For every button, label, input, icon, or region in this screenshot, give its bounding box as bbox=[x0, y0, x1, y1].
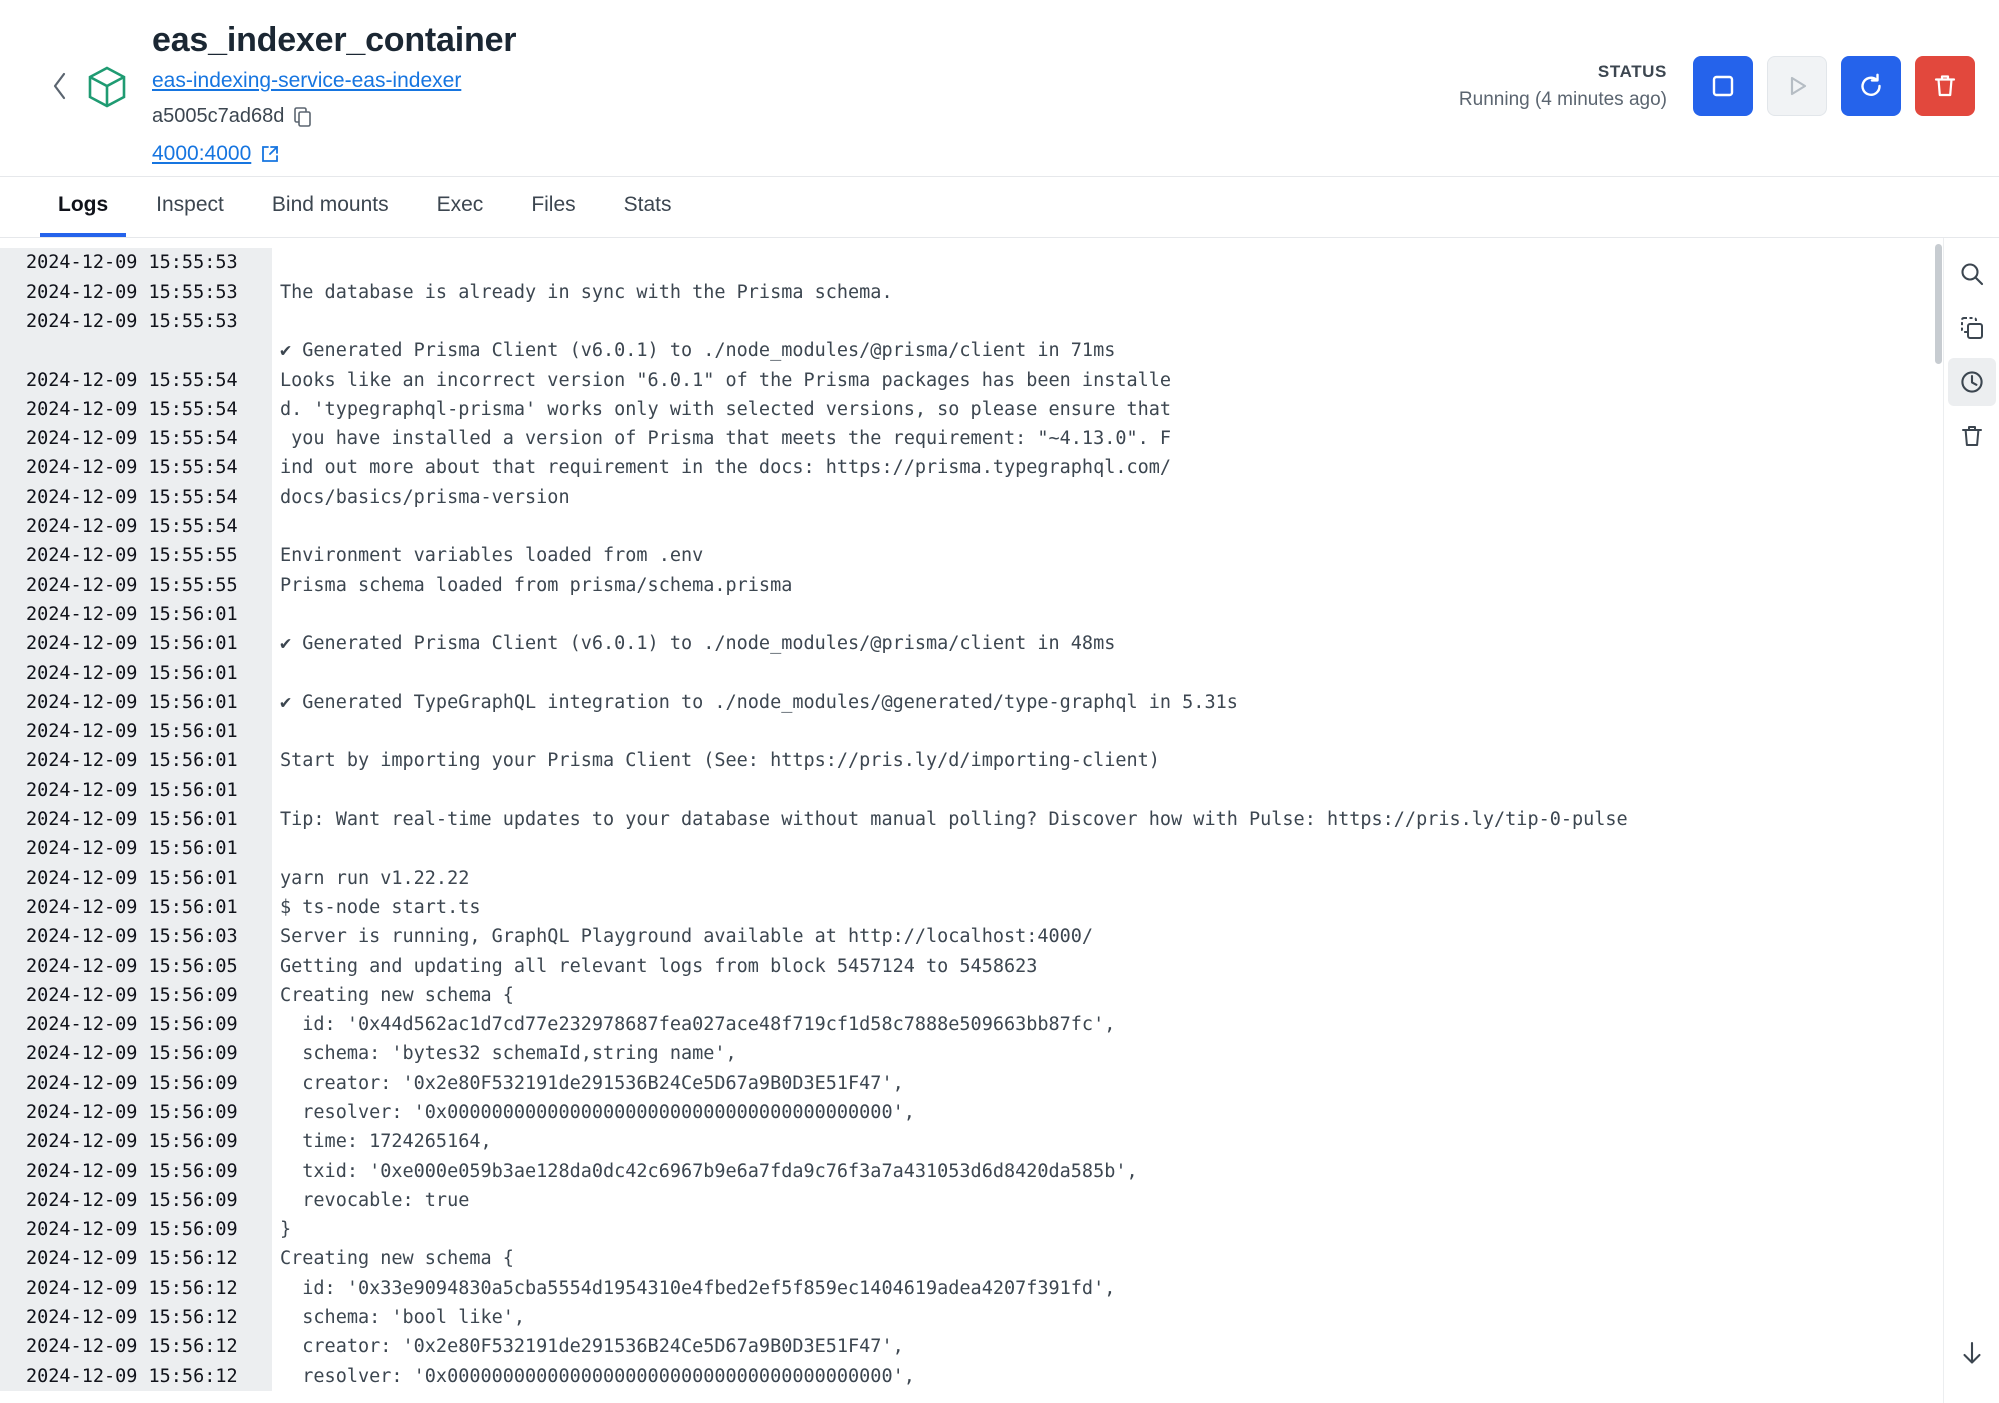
log-line bbox=[0, 893, 1943, 922]
log-timestamp: 2024-12-09 15:56:09 bbox=[0, 1098, 272, 1127]
log-message: schema: 'bool like', bbox=[280, 1307, 526, 1329]
log-message: time: 1724265164, bbox=[280, 1131, 492, 1153]
log-message: you have installed a version of Prisma that meets the requirement: "~4.13.0". F bbox=[280, 428, 1172, 450]
log-line bbox=[0, 805, 1943, 834]
log-message: Start by importing your Prisma Client (See: https://pris.ly/d/importing-client) bbox=[280, 750, 1160, 772]
log-message: Environment variables loaded from .env bbox=[280, 545, 704, 567]
delete-button[interactable] bbox=[1915, 56, 1975, 116]
stop-button[interactable] bbox=[1693, 56, 1753, 116]
status-label: STATUS bbox=[1597, 62, 1667, 81]
log-timestamp: 2024-12-09 15:56:01 bbox=[0, 805, 272, 834]
log-timestamp: 2024-12-09 15:56:12 bbox=[0, 1274, 272, 1303]
log-message: txid: '0xe000e059b3ae128da0dc42c6967b9e6a7fda9c76f3a7a431053d6d8420da585b', bbox=[280, 1160, 1138, 1182]
restart-button[interactable] bbox=[1841, 56, 1901, 116]
log-message: ind out more about that requirement in the docs: https://prisma.typegraphql.com/ bbox=[280, 457, 1172, 479]
log-line bbox=[0, 834, 1943, 863]
log-message: Looks like an incorrect version "6.0.1" of the Prisma packages has been installe bbox=[280, 369, 1172, 391]
log-line bbox=[0, 1332, 1943, 1361]
log-line bbox=[0, 659, 1943, 688]
log-timestamp: 2024-12-09 15:56:09 bbox=[0, 1039, 272, 1068]
tab-bind-mounts[interactable]: Bind mounts bbox=[271, 193, 389, 217]
header-text-block bbox=[152, 14, 1459, 166]
logs-panel bbox=[0, 238, 1999, 1403]
status-block bbox=[1459, 62, 1667, 111]
trash-icon bbox=[1932, 73, 1958, 99]
log-message: ✔ Generated Prisma Client (v6.0.1) to ./node_modules/@prisma/client in 71ms bbox=[280, 340, 1116, 362]
log-message: Creating new schema { bbox=[280, 984, 514, 1006]
log-line bbox=[0, 922, 1943, 951]
log-line bbox=[0, 512, 1943, 541]
log-message: Prisma schema loaded from prisma/schema.prisma bbox=[280, 574, 793, 596]
log-line bbox=[0, 688, 1943, 717]
log-timestamp: 2024-12-09 15:55:53 bbox=[0, 307, 272, 336]
log-message: Creating new schema { bbox=[280, 1248, 514, 1270]
external-link-icon[interactable] bbox=[261, 145, 279, 163]
log-message bbox=[272, 248, 280, 277]
log-timestamp: 2024-12-09 15:55:54 bbox=[0, 424, 272, 453]
log-line bbox=[0, 864, 1943, 893]
log-timestamp: 2024-12-09 15:55:55 bbox=[0, 571, 272, 600]
log-message: Getting and updating all relevant logs from block 5457124 to 5458623 bbox=[280, 955, 1038, 977]
log-output[interactable] bbox=[0, 238, 1943, 1403]
port-mapping-row bbox=[152, 142, 1459, 166]
copy-all-icon[interactable] bbox=[1948, 304, 1996, 352]
log-message: yarn run v1.22.22 bbox=[280, 867, 470, 889]
log-timestamp: 2024-12-09 15:56:01 bbox=[0, 864, 272, 893]
log-line bbox=[0, 600, 1943, 629]
log-message: creator: '0x2e80F532191de291536B24Ce5D67a9B0D3E51F47', bbox=[280, 1072, 904, 1094]
clear-logs-trash-icon[interactable] bbox=[1948, 412, 1996, 460]
log-timestamp: 2024-12-09 15:56:09 bbox=[0, 981, 272, 1010]
log-line bbox=[0, 629, 1943, 658]
restart-arrow-icon bbox=[1857, 72, 1885, 100]
log-message: docs/basics/prisma-version bbox=[280, 486, 570, 508]
log-line bbox=[0, 395, 1943, 424]
start-button[interactable] bbox=[1767, 56, 1827, 116]
tab-logs[interactable]: Logs bbox=[40, 177, 126, 237]
log-line bbox=[0, 571, 1943, 600]
log-message: ✔ Generated Prisma Client (v6.0.1) to ./node_modules/@prisma/client in 48ms bbox=[280, 633, 1116, 655]
log-message bbox=[272, 600, 280, 629]
log-message bbox=[272, 717, 280, 746]
log-timestamp: 2024-12-09 15:55:53 bbox=[0, 278, 272, 307]
log-message: creator: '0x2e80F532191de291536B24Ce5D67a9B0D3E51F47', bbox=[280, 1336, 904, 1358]
page-title: eas_indexer_container bbox=[152, 21, 517, 59]
log-line bbox=[0, 336, 1943, 365]
log-line bbox=[0, 1157, 1943, 1186]
container-actions bbox=[1693, 56, 1975, 116]
log-line bbox=[0, 1215, 1943, 1244]
port-mapping-link[interactable]: 4000:4000 bbox=[152, 142, 252, 166]
log-timestamp: 2024-12-09 15:56:01 bbox=[0, 746, 272, 775]
log-message: resolver: '0x0000000000000000000000000000000000000000', bbox=[280, 1365, 915, 1387]
log-timestamp: 2024-12-09 15:56:12 bbox=[0, 1244, 272, 1273]
log-line bbox=[0, 1127, 1943, 1156]
search-icon[interactable] bbox=[1948, 250, 1996, 298]
log-timestamp: 2024-12-09 15:55:54 bbox=[0, 483, 272, 512]
page-header bbox=[0, 0, 1999, 177]
log-timestamp: 2024-12-09 15:55:53 bbox=[0, 248, 272, 277]
log-line bbox=[0, 1010, 1943, 1039]
log-message: id: '0x33e9094830a5cba5554d1954310e4fbed2ef5f859ec1404619adea4207f391fd', bbox=[280, 1277, 1116, 1299]
log-message: d. 'typegraphql-prisma' works only with selected versions, so please ensure that bbox=[280, 398, 1172, 420]
tab-bar bbox=[0, 177, 1999, 238]
log-line bbox=[0, 424, 1943, 453]
log-line bbox=[0, 717, 1943, 746]
log-timestamp: 2024-12-09 15:56:09 bbox=[0, 1010, 272, 1039]
log-message: The database is already in sync with the Prisma schema. bbox=[280, 281, 893, 303]
log-timestamp: 2024-12-09 15:56:01 bbox=[0, 629, 272, 658]
log-message: ✔ Generated TypeGraphQL integration to ./node_modules/@generated/type-graphql in 5.31s bbox=[280, 691, 1238, 713]
chevron-left-icon bbox=[50, 71, 70, 101]
container-cube-icon bbox=[84, 64, 130, 110]
log-timestamp: 2024-12-09 15:56:09 bbox=[0, 1186, 272, 1215]
log-message: schema: 'bytes32 schemaId,string name', bbox=[280, 1043, 737, 1065]
log-line bbox=[0, 776, 1943, 805]
log-line bbox=[0, 1362, 1943, 1391]
log-timestamp: 2024-12-09 15:56:09 bbox=[0, 1069, 272, 1098]
log-message: } bbox=[280, 1219, 292, 1241]
log-message bbox=[272, 512, 280, 541]
log-timestamp: 2024-12-09 15:56:01 bbox=[0, 893, 272, 922]
copy-icon[interactable] bbox=[294, 107, 312, 127]
log-line bbox=[0, 1039, 1943, 1068]
log-timestamp: 2024-12-09 15:56:01 bbox=[0, 776, 272, 805]
log-timestamp: 2024-12-09 15:56:12 bbox=[0, 1332, 272, 1361]
container-id: a5005c7ad68d bbox=[152, 105, 285, 128]
log-message bbox=[272, 776, 280, 805]
log-timestamp: 2024-12-09 15:56:09 bbox=[0, 1127, 272, 1156]
logs-toolbar bbox=[1943, 238, 1999, 1403]
log-message: resolver: '0x0000000000000000000000000000000000000000', bbox=[280, 1102, 915, 1123]
scroll-to-bottom-arrow-icon[interactable] bbox=[1948, 1329, 1996, 1377]
log-line bbox=[0, 746, 1943, 775]
tab-inspect[interactable]: Inspect bbox=[156, 193, 224, 217]
log-line bbox=[0, 952, 1943, 981]
log-line bbox=[0, 248, 1943, 277]
log-line bbox=[0, 1274, 1943, 1303]
log-message: revocable: true bbox=[280, 1189, 470, 1211]
log-line bbox=[0, 278, 1943, 307]
clock-history-icon[interactable] bbox=[1948, 358, 1996, 406]
tab-exec[interactable]: Exec bbox=[436, 193, 484, 217]
log-timestamp: 2024-12-09 15:55:54 bbox=[0, 512, 272, 541]
log-timestamp: 2024-12-09 15:56:09 bbox=[0, 1215, 272, 1244]
log-timestamp: 2024-12-09 15:56:01 bbox=[0, 659, 272, 688]
log-timestamp: 2024-12-09 15:56:01 bbox=[0, 688, 272, 717]
log-message: Tip: Want real-time updates to your database without manual polling? Discover how with Pulse: https://pris.ly/tip-0-pulse bbox=[280, 809, 1628, 831]
log-line bbox=[0, 1186, 1943, 1215]
log-timestamp: 2024-12-09 15:55:55 bbox=[0, 541, 272, 570]
log-timestamp: 2024-12-09 15:56:01 bbox=[0, 717, 272, 746]
log-timestamp: 2024-12-09 15:56:12 bbox=[0, 1303, 272, 1332]
log-message bbox=[272, 659, 280, 688]
log-timestamp: 2024-12-09 15:56:01 bbox=[0, 600, 272, 629]
play-triangle-icon bbox=[1784, 73, 1810, 99]
log-timestamp: 2024-12-09 15:55:54 bbox=[0, 395, 272, 424]
container-id-row bbox=[152, 105, 1459, 128]
log-line bbox=[0, 307, 1943, 336]
log-timestamp: 2024-12-09 15:56:09 bbox=[0, 1157, 272, 1186]
log-timestamp: 2024-12-09 15:56:01 bbox=[0, 834, 272, 863]
log-timestamp: 2024-12-09 15:56:12 bbox=[0, 1362, 272, 1391]
stop-square-icon bbox=[1710, 73, 1736, 99]
log-timestamp bbox=[0, 336, 272, 365]
log-line bbox=[0, 1244, 1943, 1273]
tab-files[interactable]: Files bbox=[531, 193, 576, 217]
log-message bbox=[272, 834, 280, 863]
log-line bbox=[0, 483, 1943, 512]
log-timestamp: 2024-12-09 15:56:03 bbox=[0, 922, 272, 951]
log-line bbox=[0, 981, 1943, 1010]
log-line bbox=[0, 366, 1943, 395]
status-value: Running (4 minutes ago) bbox=[1458, 89, 1667, 110]
log-timestamp: 2024-12-09 15:56:05 bbox=[0, 952, 272, 981]
back-button[interactable] bbox=[40, 66, 80, 106]
log-message bbox=[272, 307, 280, 336]
log-message: id: '0x44d562ac1d7cd77e232978687fea027ace48f719cf1d58c7888e509663bb87fc', bbox=[280, 1014, 1116, 1036]
log-line bbox=[0, 1303, 1943, 1332]
log-timestamp: 2024-12-09 15:55:54 bbox=[0, 366, 272, 395]
log-line bbox=[0, 1098, 1943, 1127]
tab-stats[interactable]: Stats bbox=[623, 193, 672, 217]
log-line bbox=[0, 453, 1943, 482]
log-line bbox=[0, 1069, 1943, 1098]
log-line bbox=[0, 541, 1943, 570]
log-timestamp: 2024-12-09 15:55:54 bbox=[0, 453, 272, 482]
log-message: Server is running, GraphQL Playground available at http://localhost:4000/ bbox=[280, 926, 1094, 948]
log-message: $ ts-node start.ts bbox=[280, 896, 481, 918]
service-link[interactable]: eas-indexing-service-eas-indexer bbox=[152, 69, 462, 93]
logs-scrollbar[interactable] bbox=[1935, 244, 1942, 364]
